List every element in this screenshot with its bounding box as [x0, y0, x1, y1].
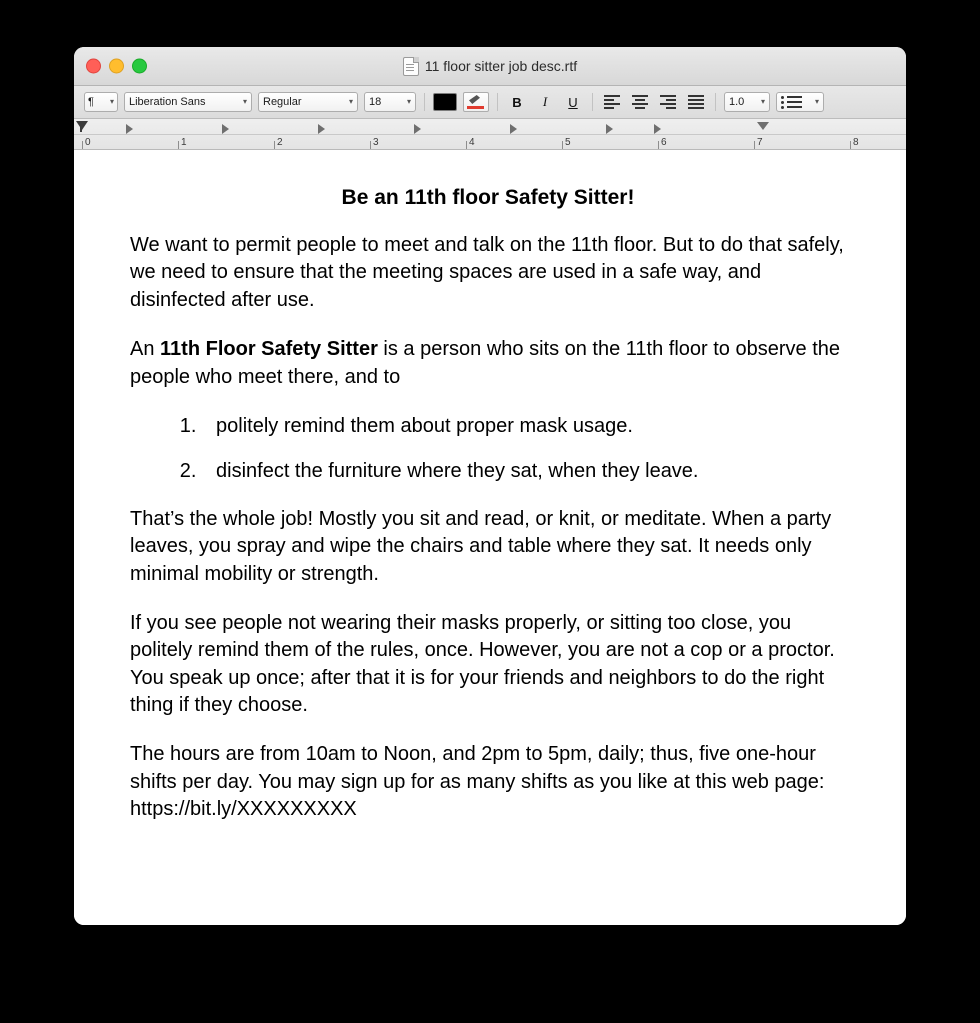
- marker-pen-icon: [469, 95, 480, 104]
- list-item: 2. disinfect the furniture where they sat, when they leave.: [202, 458, 846, 485]
- toolbar-divider: [592, 93, 593, 111]
- chevron-down-icon: ▾: [406, 97, 411, 106]
- ruler-label: 7: [757, 137, 763, 148]
- ruler-label: 4: [469, 137, 475, 148]
- align-right-button[interactable]: [657, 92, 679, 112]
- tab-stop-marker[interactable]: [414, 124, 421, 134]
- paragraph-style-label: ¶: [88, 96, 94, 108]
- minimize-button[interactable]: [109, 59, 124, 74]
- format-toolbar: [74, 86, 906, 119]
- line-spacing-select[interactable]: [724, 92, 770, 112]
- textedit-window: [74, 47, 906, 925]
- ruler-label: 2: [277, 137, 283, 148]
- paragraph-style-menu[interactable]: [84, 92, 118, 112]
- font-family-label: Liberation Sans: [129, 96, 206, 108]
- chevron-down-icon: ▾: [242, 97, 247, 106]
- ruler-label: 0: [85, 137, 91, 148]
- tab-stop-marker[interactable]: [510, 124, 517, 134]
- tab-stop-marker[interactable]: [654, 124, 661, 134]
- document-numbered-list: [130, 413, 846, 486]
- bold-button[interactable]: B: [512, 94, 522, 110]
- document-paragraph-2: [130, 336, 846, 391]
- font-family-select[interactable]: [124, 92, 252, 112]
- font-style-select[interactable]: [258, 92, 358, 112]
- chevron-down-icon: ▾: [109, 97, 114, 106]
- font-style-label: Regular: [263, 96, 302, 108]
- document-icon: [403, 57, 419, 76]
- ruler-label: 3: [373, 137, 379, 148]
- toolbar-divider: [424, 93, 425, 111]
- paragraph-2-bold-term: 11th Floor Safety Sitter: [160, 338, 378, 361]
- tab-stop-marker[interactable]: [318, 124, 325, 134]
- document-editing-area[interactable]: [74, 150, 906, 925]
- chevron-down-icon: ▾: [348, 97, 353, 106]
- document-paragraph-4: If you see people not wearing their masks properly, or sitting too close, you politely remind them of the rules, once. However, you are not a cop or a proctor. You speak up once; after that it is for your friends and neighbors to do the right thing if they choose.: [130, 611, 835, 717]
- window-titlebar[interactable]: [74, 47, 906, 86]
- tab-stop-marker[interactable]: [606, 124, 613, 134]
- italic-button[interactable]: I: [542, 94, 548, 109]
- document-heading: Be an 11th floor Safety Sitter!: [341, 186, 635, 209]
- window-title: [74, 57, 906, 76]
- right-indent-marker[interactable]: [757, 122, 769, 130]
- ruler-label: 1: [181, 137, 187, 148]
- chevron-down-icon: ▾: [760, 97, 765, 106]
- toolbar-divider: [497, 93, 498, 111]
- highlight-color-button[interactable]: [463, 92, 489, 112]
- close-button[interactable]: [86, 59, 101, 74]
- ruler-label: 8: [853, 137, 859, 148]
- font-size-select[interactable]: [364, 92, 416, 112]
- list-item: 1. politely remind them about proper mask usage.: [202, 413, 846, 440]
- document-ruler[interactable]: [74, 119, 906, 150]
- paragraph-2-prefix: An: [130, 338, 161, 361]
- paragraph-2-suffix: is a person who sits on the 11th floor to observe the people who meet there, and to: [130, 338, 840, 388]
- window-title-text: 11 floor sitter job desc.rtf: [424, 58, 578, 74]
- align-center-button[interactable]: [629, 92, 651, 112]
- ruler-label: 5: [565, 137, 571, 148]
- text-color-swatch[interactable]: [433, 93, 457, 111]
- tab-stop-marker[interactable]: [126, 124, 133, 134]
- ruler-scale: [74, 134, 906, 149]
- bulleted-list-icon: [781, 96, 802, 109]
- zoom-button[interactable]: [132, 59, 147, 74]
- first-line-indent-marker[interactable]: [76, 121, 88, 130]
- line-spacing-label: 1.0: [729, 96, 745, 108]
- document-paragraph-5: The hours are from 10am to Noon, and 2pm to 5pm, daily; thus, five one-hour shifts per day. You may sign up for as many shifts as you like at this web page: https://bit.ly/XXXXXXXXX: [130, 743, 825, 821]
- align-justify-button[interactable]: [685, 92, 707, 112]
- ruler-label: 6: [661, 137, 667, 148]
- chevron-down-icon: ▾: [814, 97, 819, 106]
- toolbar-divider: [715, 93, 716, 111]
- document-paragraph-1: We want to permit people to meet and talk on the 11th floor. But to do that safely, we need to ensure that the meeting spaces are used in a safe way, and disinfected after use.: [130, 234, 844, 311]
- underline-button[interactable]: U: [568, 94, 578, 110]
- align-left-button[interactable]: [601, 92, 623, 112]
- list-style-select[interactable]: [776, 92, 824, 112]
- window-controls: [86, 59, 147, 74]
- font-size-label: 18: [369, 96, 382, 108]
- tab-stop-marker[interactable]: [222, 124, 229, 134]
- document-paragraph-3: That’s the whole job! Mostly you sit and read, or knit, or meditate. When a party leaves, you spray and wipe the chairs and table where they sat. It needs only minimal mobility or strength.: [130, 507, 832, 585]
